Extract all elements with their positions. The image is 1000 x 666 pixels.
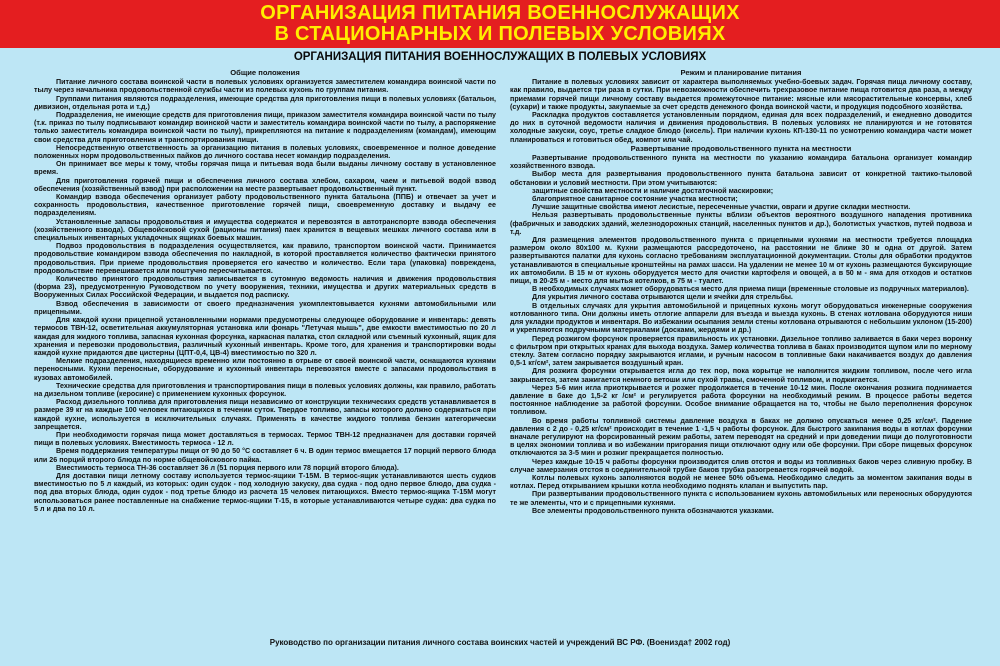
- paragraph: Питание личного состава воинской части в полевых условиях организуется заместителем командира воинской части по тылу через начальника продовольственной службы части из полевых кухонь по группам питания.: [34, 78, 496, 95]
- paragraph: Котлы полевых кухонь заполняются водой не менее 50% объема. Необходимо следить за моментом закипания воды в котлах. Перед открыванием крышки котла необходимо поднять клапан и выпустить пар.: [510, 473, 972, 491]
- paragraph: Все элементы продовольственного пункта обозначаются указками.: [532, 506, 774, 515]
- title-line-1: ОРГАНИЗАЦИЯ ПИТАНИЯ ВОЕННОСЛУЖАЩИХ: [260, 2, 740, 24]
- paragraph: Количество принятого продовольствия записывается в сутомную ведомость наличия и движения продовольствия (форма 23), предусмотренную Руководством по учету вооружения, техники, имущества и других материальных средств в Вооруженных Силах Российской Федерации, и выдается под расписку.: [34, 275, 496, 300]
- paragraph: Он принимает все меры к тому, чтобы горячая пища и питьевая вода были выданы личному составу в установленное время.: [34, 160, 496, 177]
- paragraph: Для каждой кухни прицепной установленными нормами предусмотрены следующее оборудование и инвентарь: девять термосов ТВН-12, осветительная аккумуляторная установка или фонарь "Летучая мышь", две емкости вместимостью по 20 л каждая для жидкого топлива, запасная кухонная форсунка, каркасная палатка, стол складной или съемный кухонный, ящик для хранения и перевозки продовольствия, различный кухонный инвентарь. Кроме того, для хранения и транспортировки воды каждой кухне придаются две цистерны (ЦПТ-0,4, ЦВ-4) вместимостью по 320 л.: [34, 316, 496, 357]
- paragraph: Взвод обеспечения в зависимости от своего предназначения укомплектовывается кухнями автомобильными или прицепными.: [34, 299, 496, 316]
- paragraph: При развертывании продовольственного пункта с использованием кухонь автомобильных или переносных оборудуются те же элементы, что и с прицепными кухнями.: [510, 490, 972, 507]
- general-provisions-text: [34, 78, 496, 513]
- paragraph: благоприятное санитарное состояние участка местности;: [532, 195, 738, 204]
- paragraph: Перед розжигом форсунок проверяется правильность их установки. Дизельное топливо заливается в баки через воронку с фильтром при открытых кранах для выхода воздуха. Замер количества топлива в баках производится щупом или по мерному стеклу. Затем согласно порядку закрываются иглами, и ручным насосом в топливные баки накачивается воздух до давления 0,5-1 кг/см², затем закрывается воздушный кран.: [510, 334, 972, 368]
- paragraph: Подразделения, не имеющие средств для приготовления пищи, приказом заместителя командира воинской части по тылу (т.к. приказ по тылу подписывают командир воинской части и заместитель командира воинской части по тылу, а распоряжение только заместитель командира воинской части по тылу), прикрепляются на питание к подразделениям (командам), имеющим свои средства для приготовления и транспортирования пищи.: [34, 111, 496, 144]
- paragraph: Командир взвода обеспечения организует работу продовольственного пункта батальона (ППБ) и отвечает за учет и сохранность продовольствия, качественное приготовление горячей пищи, своевременную доставку и выдачу ее подразделениям.: [34, 193, 496, 218]
- paragraph: Группами питания являются подразделения, имеющие средства для приготовления пищи в полевых условиях (батальон, дивизион, отдельная рота и т.д.): [34, 94, 496, 111]
- paragraph: Непосредственную ответственность за организацию питания в полевых условиях, своевременное и полное доведение положенных норм продовольственных пайков до личного состава несет командир подразделения.: [34, 143, 496, 161]
- paragraph: Питание в полевых условиях зависит от характера выполняемых учебно-боевых задач. Горячая пища личному составу, как правило, выдается три раза в сутки. При невозможности обеспечить трехразовое питание пища готовится два раза, а между приемами горячей пищи личному составу выдается промежуточное питание: мясные или мясорастительные консервы, хлеб (сухари) и также продукты, закупаемые за счет средств денежного фонда воинской части, и продукция подсобного хозяйства.: [510, 78, 972, 111]
- paragraph: Раскладка продуктов составляется установленным порядком, единая для всех подразделений, и ежедневно доводится до них в суточной ведомости наличия и движения продовольствия. В полевых условиях не планируются и не готовятся холодные закуски, соус, третье сладкое блюдо (кисель). При наличии кухонь КП-130-11 по усмотрению командира части может планироваться и готовиться обед, компот или чай.: [510, 111, 972, 144]
- paragraph: При необходимости горячая пища может доставляться в термосах. Термос ТВН-12 предназначен для доставки горячей пищи в полевых условиях. Вместимость термоса - 12 л.: [34, 430, 496, 448]
- paragraph: Развертывание продовольственного пункта на местности по указанию командира батальона организует командир хозяйственного взвода.: [510, 154, 972, 171]
- deployment-text: [510, 154, 972, 515]
- paragraph: Для доставки пищи летному составу используется термос-ящики Т-15М. В термос-ящик устанавливаются шесть судков вместимостью по 5 л каждый, из которых: один судок - под холодную закуску, два судка - под одно первое блюдо, два судка - под два вторых блюда, один судок - под третье блюдо из расчета 15 человек питающихся. Вместо термос-ящика Т-15М могут использоваться ранее поставленные на снабжение термос-ящики Т-15, в которые устанавливаются четыре судка: два судка по 5 л и два по 10 л.: [34, 471, 496, 513]
- deployment-heading: Развертывание продовольственного пункта на местности: [630, 143, 852, 153]
- title-banner: [0, 0, 1000, 48]
- section-subtitle: ОРГАНИЗАЦИЯ ПИТАНИЯ ВОЕННОСЛУЖАЩИХ В ПОЛЕВЫХ УСЛОВИЯХ: [293, 51, 707, 63]
- paragraph: Расход дизельного топлива для приготовления пищи независимо от конструкции технических средств устанавливается в размере 39 кг на каждые 100 человек питающихся в течении суток. Твердое топливо, запасы которого должно содержаться при каждой кухне, используется в исключительных случаях. Применять в качестве жидкого топлива бензин категорически запрещается.: [34, 398, 496, 431]
- paragraph: Для укрытия личного состава отрываются щели и ячейки для стрельбы.: [532, 293, 793, 302]
- general-provisions-heading: Общие положения: [230, 68, 300, 77]
- left-column: [34, 68, 496, 628]
- paragraph: Для размещения элементов продовольственного пункта с прицепными кухнями на местности требуется площадка размером около 80х100 м. Кухни размещаются рассредоточено, на расстоянии не ближе 30 м одна от другой. Затем развертываются палатки для кухонь согласно требованиям эксплуатационной документации. Столы для обработки продуктов устанавливаются в специальные кронштейны на рамах шасси. На удалении не менее 10 м от кухонь размещаются буксирующие их автомобили. В 15 м от кухонь оборудуется место для очистки картофеля и овощей, а в 50 м - яма для отходов и остатков пищи, в 20-25 м - место для мытья котелков, в 75 м - туалет.: [510, 236, 972, 286]
- paragraph: защитные свойства местности и наличие достаточной маскировки;: [532, 186, 774, 195]
- paragraph: В отдельных случаях для укрытия автомобильной и прицепных кухонь могут оборудоваться инженерные сооружения котлованного типа. Они должны иметь отлогие аппарели для въезда и выезда кухонь. В стенах котлована оборудуются ниши для укладки продуктов и инвентаря. Во избежании осыпания земли стены котлована отрываются с небольшим уклоном (15-200) и укрепляются подручными материалами (досками, жердями и др.): [510, 301, 972, 335]
- paragraph: В необходимых случаях может оборудоваться место для приема пищи (временные столовые из подручных материалов).: [532, 285, 969, 294]
- title-line-2: В СТАЦИОНАРНЫХ И ПОЛЕВЫХ УСЛОВИЯХ: [274, 23, 726, 45]
- paragraph: Во время работы топливной системы давление воздуха в баках не должно опускаться менее 0,25 кг/см². Падение давления с 2 до - 0,25 кг/см² происходит в течение 1 -1,5 ч работы форсунок. Для быстрого закипания воды в котлах форсунки вначале регулируют на форсированный режим работы, затем переводят на средний и при доведении пищи до полуготовности в целях экономии топлива и во избежании пригорания пищи отключают одну или обе форсунки. При сборе пищевых форсунок отключаются за 3-5 мин и розжиг прекращается полностью.: [510, 416, 972, 458]
- paragraph: Лучшие защитные свойства имеют лесистые, пересеченные участки, овраги и другие складки местности.: [532, 203, 911, 212]
- paragraph: Нельзя развертывать продовольственные пункты вблизи объектов вероятного воздушного нападения противника (фабричных и заводских зданий, железнодорожных станций, населенных пунктов и др.), болотистых участков, путей подвоза и т.д.: [510, 211, 972, 236]
- paragraph: Время поддержания температуры пищи от 90 до 50 °С составляет 6 ч. В один термос вмещается 17 порций первого блюда или 26 порций второго блюда по норме общевойскового пайка.: [34, 447, 496, 464]
- paragraph: Вместимость термоса ТН-36 составляет 36 л (51 порция первого или 78 порций второго блюда).: [56, 463, 399, 472]
- source-footer: Руководство по организации питания личного состава воинских частей и учреждений ВС РФ. (Военизда† 2002 год): [269, 638, 731, 647]
- paragraph: Подвоз продовольствия в подразделения осуществляется, как правило, транспортом воинской части. Принимается продовольствие командиром взвода обеспечения по накладной, в которой проставляется количество фактически принятого продовольствия. При приеме продовольствия проверяется его качество и количество. Если тара (упаковка) повреждена, продовольствие перевешивается или поштучно пересчитывается.: [34, 242, 496, 275]
- paragraph: Мелкие подразделения, находящиеся временно или постоянно в отрыве от своей воинской части, оснащаются кухнями переносными. Кухни переносные, оборудование и кухонный инвентарь перевозятся вместе с запасами продовольствия в кузовах автомобилей.: [34, 357, 496, 382]
- paragraph: Технические средства для приготовления и транспортирования пищи в полевых условиях должны, как правило, работать на дизельном топливе (керосине) с применением кухонных форсунок.: [34, 381, 496, 398]
- paragraph: Для приготовления горячей пищи и обеспечения личного состава хлебом, сахаром, чаем и питьевой водой взвод обеспечения (хозяйственный взвод) при расположении на месте развертывает продовольственный пункт.: [34, 176, 496, 193]
- paragraph: Через 5-6 мин игла приоткрывается и розжег продолжается в течение 10-12 мин. После окончания розжига поднимается давление в баке до 1,5-2 кг /см² и регулируется работа форсунки на необходимый режим. В процессе работы ведется постоянное наблюдение за работой форсунки. Особое внимание обращается на то, чтобы не было переполнения форсунок топливом.: [510, 383, 972, 417]
- right-column: [510, 68, 972, 628]
- paragraph: Выбор места для развертывания продовольственного пункта батальона зависит от конкретной тактико-тыловой обстановки и условий местности. При этом учитываются:: [510, 170, 972, 187]
- paragraph: Для розжига форсунки открывается игла до тех пор, пока корытце не наполнится жидким топливом, после чего игла закрывается, затем зажигается немного ветоши или сухой травы, смоченной топливом, и поджигается.: [510, 367, 972, 384]
- paragraph: Через каждые 10-15 ч работы форсунки производится слив отстоя и воды из топливных баков через сливную пробку. В случае замерзания отстоя в соединительной трубке баков трубка разогревается горячей водой.: [510, 457, 972, 474]
- paragraph: Установленные запасы продовольствия и имущества содержатся и перевозятся в автотранспорте взвода обеспечения (хозяйственного взвода). Общевойсковой сухой (рационы питания) паек хранится в вещевых мешках личного состава или в специальных инвентарных укладочных ящиках боевых машин.: [34, 217, 496, 243]
- regime-text: [510, 78, 972, 144]
- regime-heading: Режим и планирование питания: [680, 68, 802, 77]
